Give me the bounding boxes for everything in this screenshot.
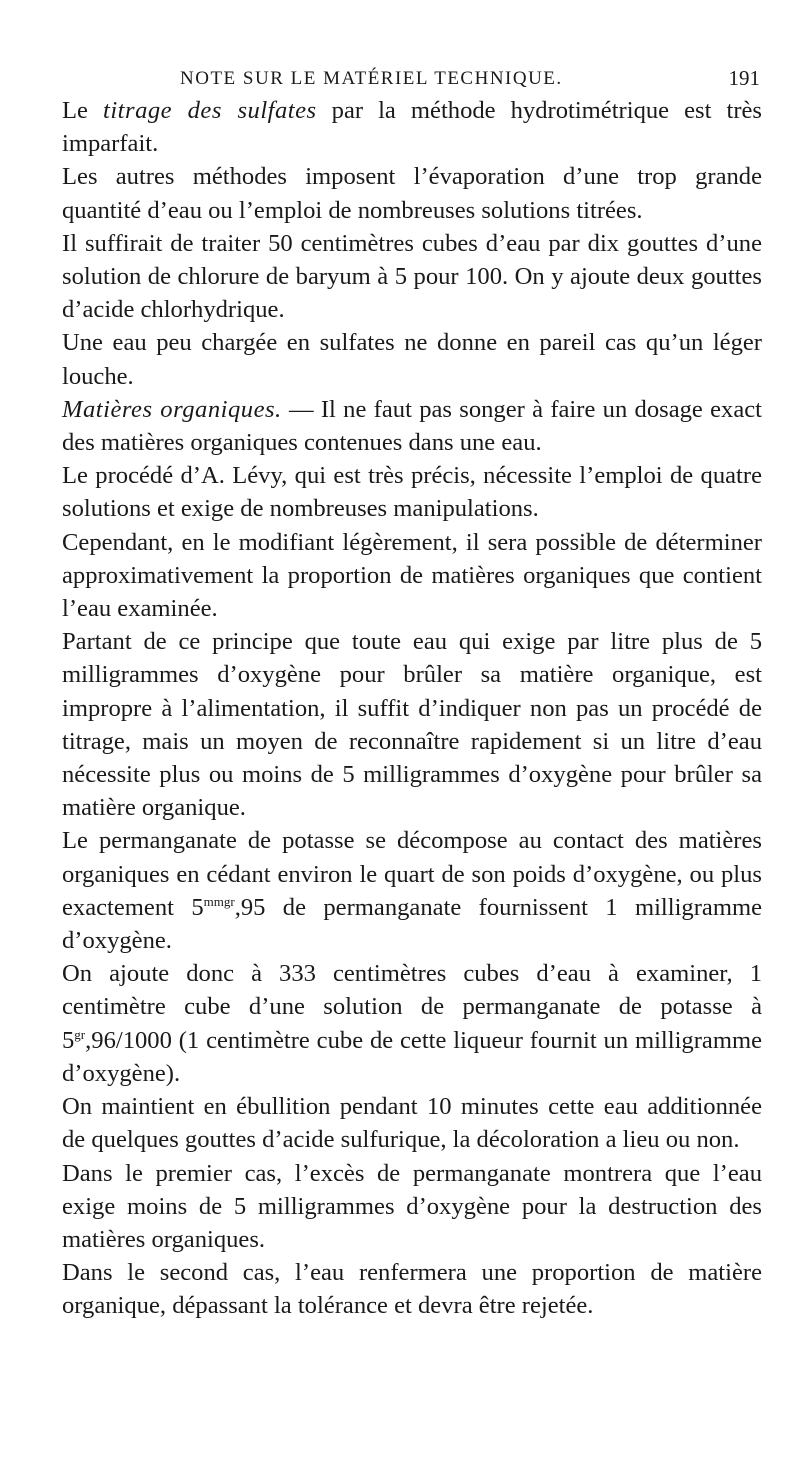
italic-text: titrage des sulfates — [103, 97, 317, 124]
superscript-unit: gr — [74, 1026, 86, 1042]
superscript-unit: mmgr — [203, 893, 235, 909]
text-run: Dans le premier cas, l’excès de permanganate montrera que l’eau exige moins de 5 milligrammes d’oxygène pour la destruction des matières organiques. — [62, 1159, 762, 1253]
text-run: Il suffirait de traiter 50 centimètres cubes d’eau par dix gouttes d’une solution de chlorure de baryum à 5 pour 100. On y ajoute deux gouttes d’acide chlorhydrique. — [62, 229, 762, 324]
page-number: 191 — [728, 66, 760, 90]
paragraph — [62, 459, 762, 525]
paragraph — [62, 1090, 762, 1156]
italic-text: Matières organiques. — [62, 395, 282, 423]
text-run: ,96/1000 (1 centimètre cube de cette liqueur fournit un milligramme d’oxygène). — [62, 1026, 762, 1087]
text-run: — Il ne faut pas songer à faire un dosage exact des matières organiques contenues dans une eau. — [62, 395, 762, 457]
text-run: Le permanganate de potasse se décompose au contact des matières organiques en cédant environ le quart de son poids d’oxygène, ou plus exactement 5 — [62, 827, 762, 921]
paragraph — [62, 393, 762, 459]
text-run: Le procédé d’A. Lévy, qui est très précis, nécessite l’emploi de quatre solutions et exige de nombreuses manipulations. — [62, 462, 762, 523]
text-run: Le — [62, 97, 103, 124]
running-head: NOTE SUR LE MATÉRIEL TECHNIQUE. — [180, 68, 563, 89]
paragraph — [62, 160, 762, 226]
paragraph — [62, 625, 762, 824]
text-run: par la méthode hydrotimétrique est très imparfait. — [62, 97, 763, 158]
paragraph — [62, 326, 762, 392]
body-text — [62, 94, 762, 1323]
text-run: Cependant, en le modifiant légèrement, il sera possible de déterminer approximativement la proportion de matières organiques que contient l’eau examinée. — [62, 528, 762, 623]
text-run: Partant de ce principe que toute eau qui exige par litre plus de 5 milligrammes d’oxygène pour brûler sa matière organique, est impropre à l’alimentation, il suffit d’indiquer non pas un procédé de titrage, mais un moyen de reconnaître rapidement si un litre d’eau nécessite plus ou moins de 5 milligrammes d’oxygène pour brûler sa matière organique. — [62, 628, 762, 822]
text-run: On ajoute donc à 333 centimètres cubes d’eau à examiner, 1 centimètre cube d’une solution de permanganate de potasse à 5 — [62, 960, 762, 1054]
text-run: Les autres méthodes imposent l’évaporation d’une trop grande quantité d’eau ou l’emploi de nombreuses solutions titrées. — [62, 163, 762, 224]
paragraph — [62, 824, 762, 957]
text-run: ,95 de permanganate fournissent 1 milligramme d’oxygène. — [62, 893, 763, 955]
paragraph — [62, 227, 762, 327]
paragraph — [62, 1256, 762, 1322]
page-header — [62, 60, 762, 94]
text-run: Une eau peu chargée en sulfates ne donne en pareil cas qu’un léger louche. — [62, 329, 762, 390]
paragraph — [62, 526, 762, 626]
paragraph — [62, 957, 762, 1090]
paragraph — [62, 1157, 762, 1257]
text-run: Dans le second cas, l’eau renfermera une proportion de matière organique, dépassant la tolérance et devra être rejetée. — [62, 1259, 762, 1320]
paragraph — [62, 94, 762, 160]
text-run: On maintient en ébullition pendant 10 minutes cette eau additionnée de quelques gouttes d’acide sulfurique, la décoloration a lieu ou non. — [62, 1093, 762, 1154]
